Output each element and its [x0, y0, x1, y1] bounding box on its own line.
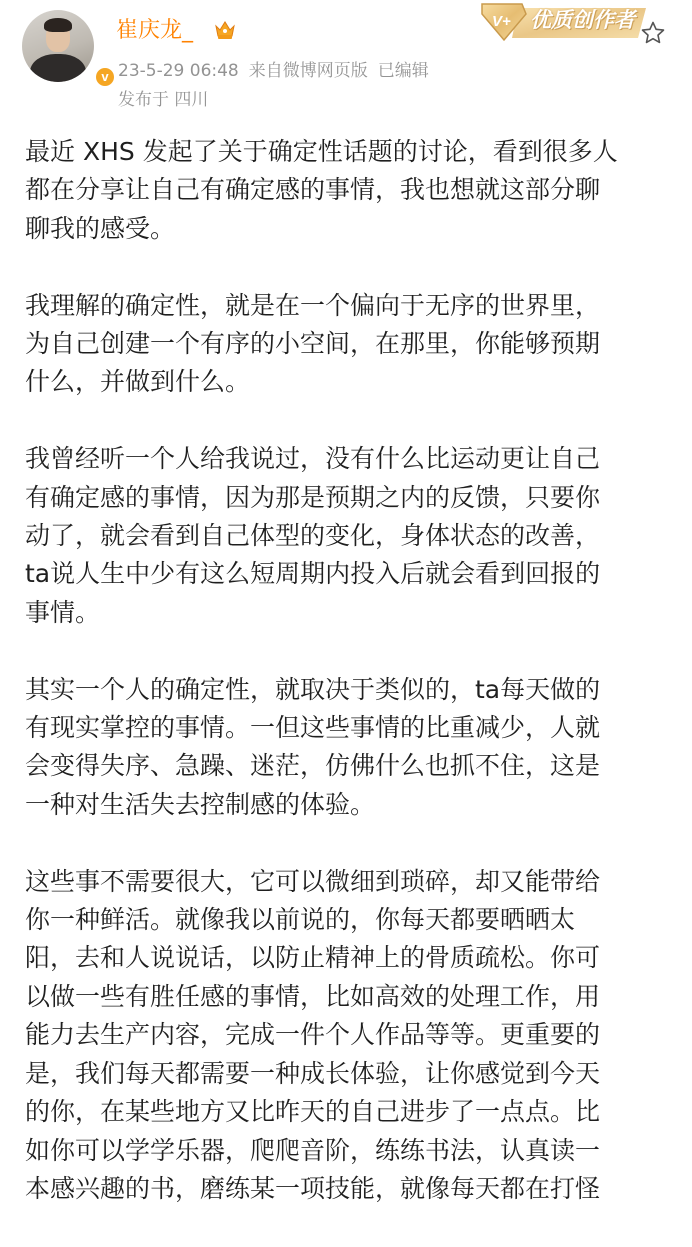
post-date: 23-5-29 06:48 — [118, 61, 239, 81]
paragraph-2 — [25, 287, 655, 402]
text-line: 我曾经听一个人给我说过，没有什么比运动更让自己 — [25, 444, 601, 474]
text-line: 一种对生活失去控制感的体验。 — [25, 789, 376, 819]
post-header — [0, 0, 692, 112]
text-line: 如你可以学学乐器，爬爬音阶，练练书法，认真读一 — [25, 1135, 601, 1165]
post-meta — [118, 56, 439, 81]
post-location: 发布于 四川 — [118, 90, 209, 110]
text-line: 会变得失序、急躁、迷茫，仿佛什么也抓不住，这是 — [25, 751, 601, 781]
avatar-body-shape — [30, 54, 86, 82]
text-line: 动了，就会看到自己体型的变化，身体状态的改善， — [25, 521, 601, 551]
author-avatar[interactable] — [22, 10, 109, 84]
paragraph-3 — [25, 440, 655, 632]
author-name[interactable]: 崔庆龙_ — [116, 18, 194, 43]
star-outline-icon[interactable] — [640, 20, 666, 46]
text-line: 都在分享让自己有确定感的事情，我也想就这部分聊 — [25, 175, 601, 205]
text-line: 其实一个人的确定性，就取决于类似的，ta每天做的 — [25, 674, 601, 704]
text-line: 我理解的确定性，就是在一个偏向于无序的世界里， — [25, 290, 601, 320]
text-line: 有确定感的事情，因为那是预期之内的反馈，只要你 — [25, 482, 601, 512]
post-source: 来自微博网页版 — [248, 61, 368, 81]
text-line: 有现实掌控的事情。一但这些事情的比重减少，人就 — [25, 713, 601, 743]
badge-vplus-text: V+ — [492, 13, 511, 30]
text-line: 这些事不需要很大，它可以微细到琐碎，却又能带给 — [25, 866, 601, 896]
text-line: 的你，在某些地方又比昨天的自己进步了一点点。比 — [25, 1097, 601, 1127]
text-line: 是，我们每天都需要一种成长体验，让你感觉到今天 — [25, 1058, 601, 1088]
text-line: 能力去生产内容，完成一件个人作品等等。更重要的 — [25, 1020, 601, 1050]
paragraph-1 — [25, 133, 655, 248]
text-line: 聊我的感受。 — [25, 213, 176, 243]
quality-badge-label: 优质创作者 — [530, 8, 635, 32]
text-line: 什么，并做到什么。 — [25, 367, 251, 397]
post-body — [25, 133, 655, 1247]
text-line: ta说人生中少有这么短周期内投入后就会看到回报的 — [25, 559, 601, 589]
text-line: 你一种鲜活。就像我以前说的，你每天都要晒晒太 — [25, 905, 576, 935]
crown-badge-icon — [213, 18, 237, 40]
verified-v-icon: v — [94, 66, 116, 88]
text-line: 事情。 — [25, 597, 101, 627]
quality-creator-badge[interactable] — [478, 0, 650, 42]
edited-label[interactable]: 已编辑 — [377, 61, 429, 81]
text-line: 本感兴趣的书，磨练某一项技能，就像每天都在打怪 — [25, 1173, 601, 1203]
text-line: 以做一些有胜任感的事情，比如高效的处理工作，用 — [25, 981, 601, 1011]
text-line: 阳，去和人说说话，以防止精神上的骨质疏松。你可 — [25, 943, 601, 973]
avatar[interactable] — [22, 10, 94, 82]
paragraph-5 — [25, 863, 655, 1209]
paragraph-4 — [25, 671, 655, 825]
text-line: 为自己创建一个有序的小空间，在那里，你能够预期 — [25, 329, 601, 359]
text-line: 最近 XHS 发起了关于确定性话题的讨论，看到很多人 — [25, 137, 618, 166]
avatar-hair-shape — [44, 18, 72, 32]
